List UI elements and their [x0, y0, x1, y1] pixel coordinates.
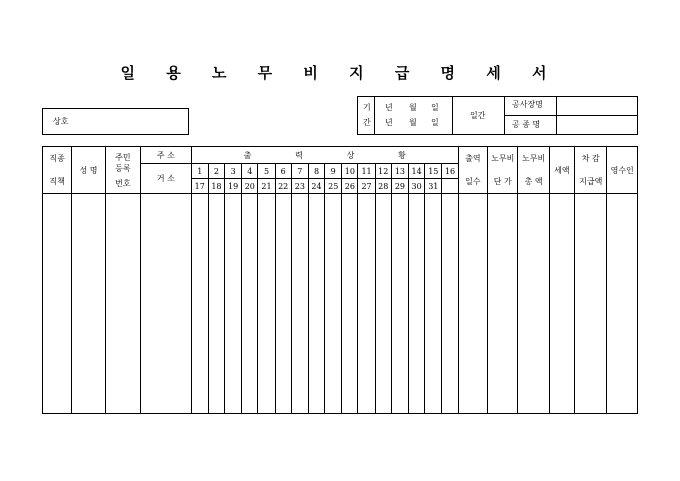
body-cell[interactable]	[518, 194, 549, 414]
body-cell[interactable]	[275, 194, 291, 414]
day-cell: 5	[258, 164, 275, 179]
body-cell[interactable]	[72, 194, 105, 414]
body-cell[interactable]	[442, 194, 458, 414]
day-cell: 14	[409, 164, 425, 179]
body-cell[interactable]	[308, 194, 324, 414]
day-cell: 30	[409, 179, 425, 194]
residence-header: 거 소	[141, 164, 192, 194]
day-cell: 13	[391, 164, 408, 179]
period-label-top: 기	[363, 103, 371, 112]
day-cell: 27	[358, 179, 375, 194]
day-cell: 23	[291, 179, 308, 194]
name-header: 성 명	[72, 147, 105, 194]
body-cell[interactable]	[258, 194, 275, 414]
attendance-title-char: 상	[346, 150, 355, 160]
day-cell: 22	[275, 179, 291, 194]
period-start-day: 일	[431, 103, 439, 112]
attendance-title-char: 출	[243, 150, 252, 160]
day-cell: 3	[225, 164, 242, 179]
table-body-row	[43, 194, 638, 414]
day-cell: 1	[191, 164, 208, 179]
period-end-year: 년	[385, 118, 393, 127]
day-cell: 18	[208, 179, 224, 194]
body-cell[interactable]	[191, 194, 208, 414]
day-cell: 8	[308, 164, 324, 179]
payroll-table	[42, 146, 638, 414]
body-cell[interactable]	[425, 194, 442, 414]
unit-price-header: 노무비 단 가	[488, 147, 518, 194]
address-header: 주 소	[141, 147, 192, 164]
day-cell: 19	[225, 179, 242, 194]
total-amount-header: 노무비 총 액	[518, 147, 549, 194]
registration-header: 주민 등록 번호	[105, 147, 140, 194]
period-end-month: 월	[409, 118, 417, 127]
day-cell: 2	[208, 164, 224, 179]
day-cell	[442, 179, 458, 194]
day-cell: 25	[325, 179, 342, 194]
period-start-month: 월	[409, 103, 417, 112]
day-cell: 29	[391, 179, 408, 194]
day-cell: 26	[342, 179, 358, 194]
period-end-day: 일	[431, 118, 439, 127]
document-title: 일 용 노 무 비 지 급 명 세 서	[120, 64, 560, 82]
day-cell: 28	[375, 179, 391, 194]
day-cell: 20	[242, 179, 258, 194]
day-cell: 7	[291, 164, 308, 179]
day-cell: 6	[275, 164, 291, 179]
body-cell[interactable]	[141, 194, 192, 414]
net-pay-header: 차 감 지급액	[575, 147, 607, 194]
body-cell[interactable]	[549, 194, 574, 414]
project-type-label: 공 종 명	[512, 120, 541, 129]
attendance-title-char: 력	[295, 150, 303, 160]
company-label: 상호	[53, 117, 69, 126]
day-cell: 12	[375, 164, 391, 179]
work-days-header: 출역 일수	[458, 147, 487, 194]
attendance-title	[191, 147, 458, 164]
body-cell[interactable]	[225, 194, 242, 414]
body-cell[interactable]	[607, 194, 638, 414]
day-cell: 17	[191, 179, 208, 194]
period-duration-label: 일간	[470, 111, 486, 120]
day-cell: 16	[442, 164, 458, 179]
day-cell: 21	[258, 179, 275, 194]
period-start-year: 년	[385, 103, 393, 112]
day-cell: 10	[342, 164, 358, 179]
body-cell[interactable]	[291, 194, 308, 414]
day-cell: 11	[358, 164, 375, 179]
tax-header: 세액	[549, 147, 574, 194]
period-label-bottom: 간	[363, 118, 371, 127]
day-cell: 9	[325, 164, 342, 179]
body-cell[interactable]	[575, 194, 607, 414]
body-cell[interactable]	[488, 194, 518, 414]
receiver-header: 영수인	[607, 147, 638, 194]
attendance-title-char: 황	[398, 150, 406, 160]
job-header: 직종 직책	[43, 147, 72, 194]
day-cell: 24	[308, 179, 324, 194]
body-cell[interactable]	[358, 194, 375, 414]
body-cell[interactable]	[105, 194, 140, 414]
body-cell[interactable]	[391, 194, 408, 414]
day-cell: 15	[425, 164, 442, 179]
body-cell[interactable]	[325, 194, 342, 414]
body-cell[interactable]	[409, 194, 425, 414]
body-cell[interactable]	[208, 194, 224, 414]
body-cell[interactable]	[43, 194, 72, 414]
body-cell[interactable]	[458, 194, 487, 414]
body-cell[interactable]	[375, 194, 391, 414]
body-cell[interactable]	[342, 194, 358, 414]
day-cell: 4	[242, 164, 258, 179]
body-cell[interactable]	[242, 194, 258, 414]
project-name-label: 공사장명	[512, 100, 543, 109]
day-cell: 31	[425, 179, 442, 194]
